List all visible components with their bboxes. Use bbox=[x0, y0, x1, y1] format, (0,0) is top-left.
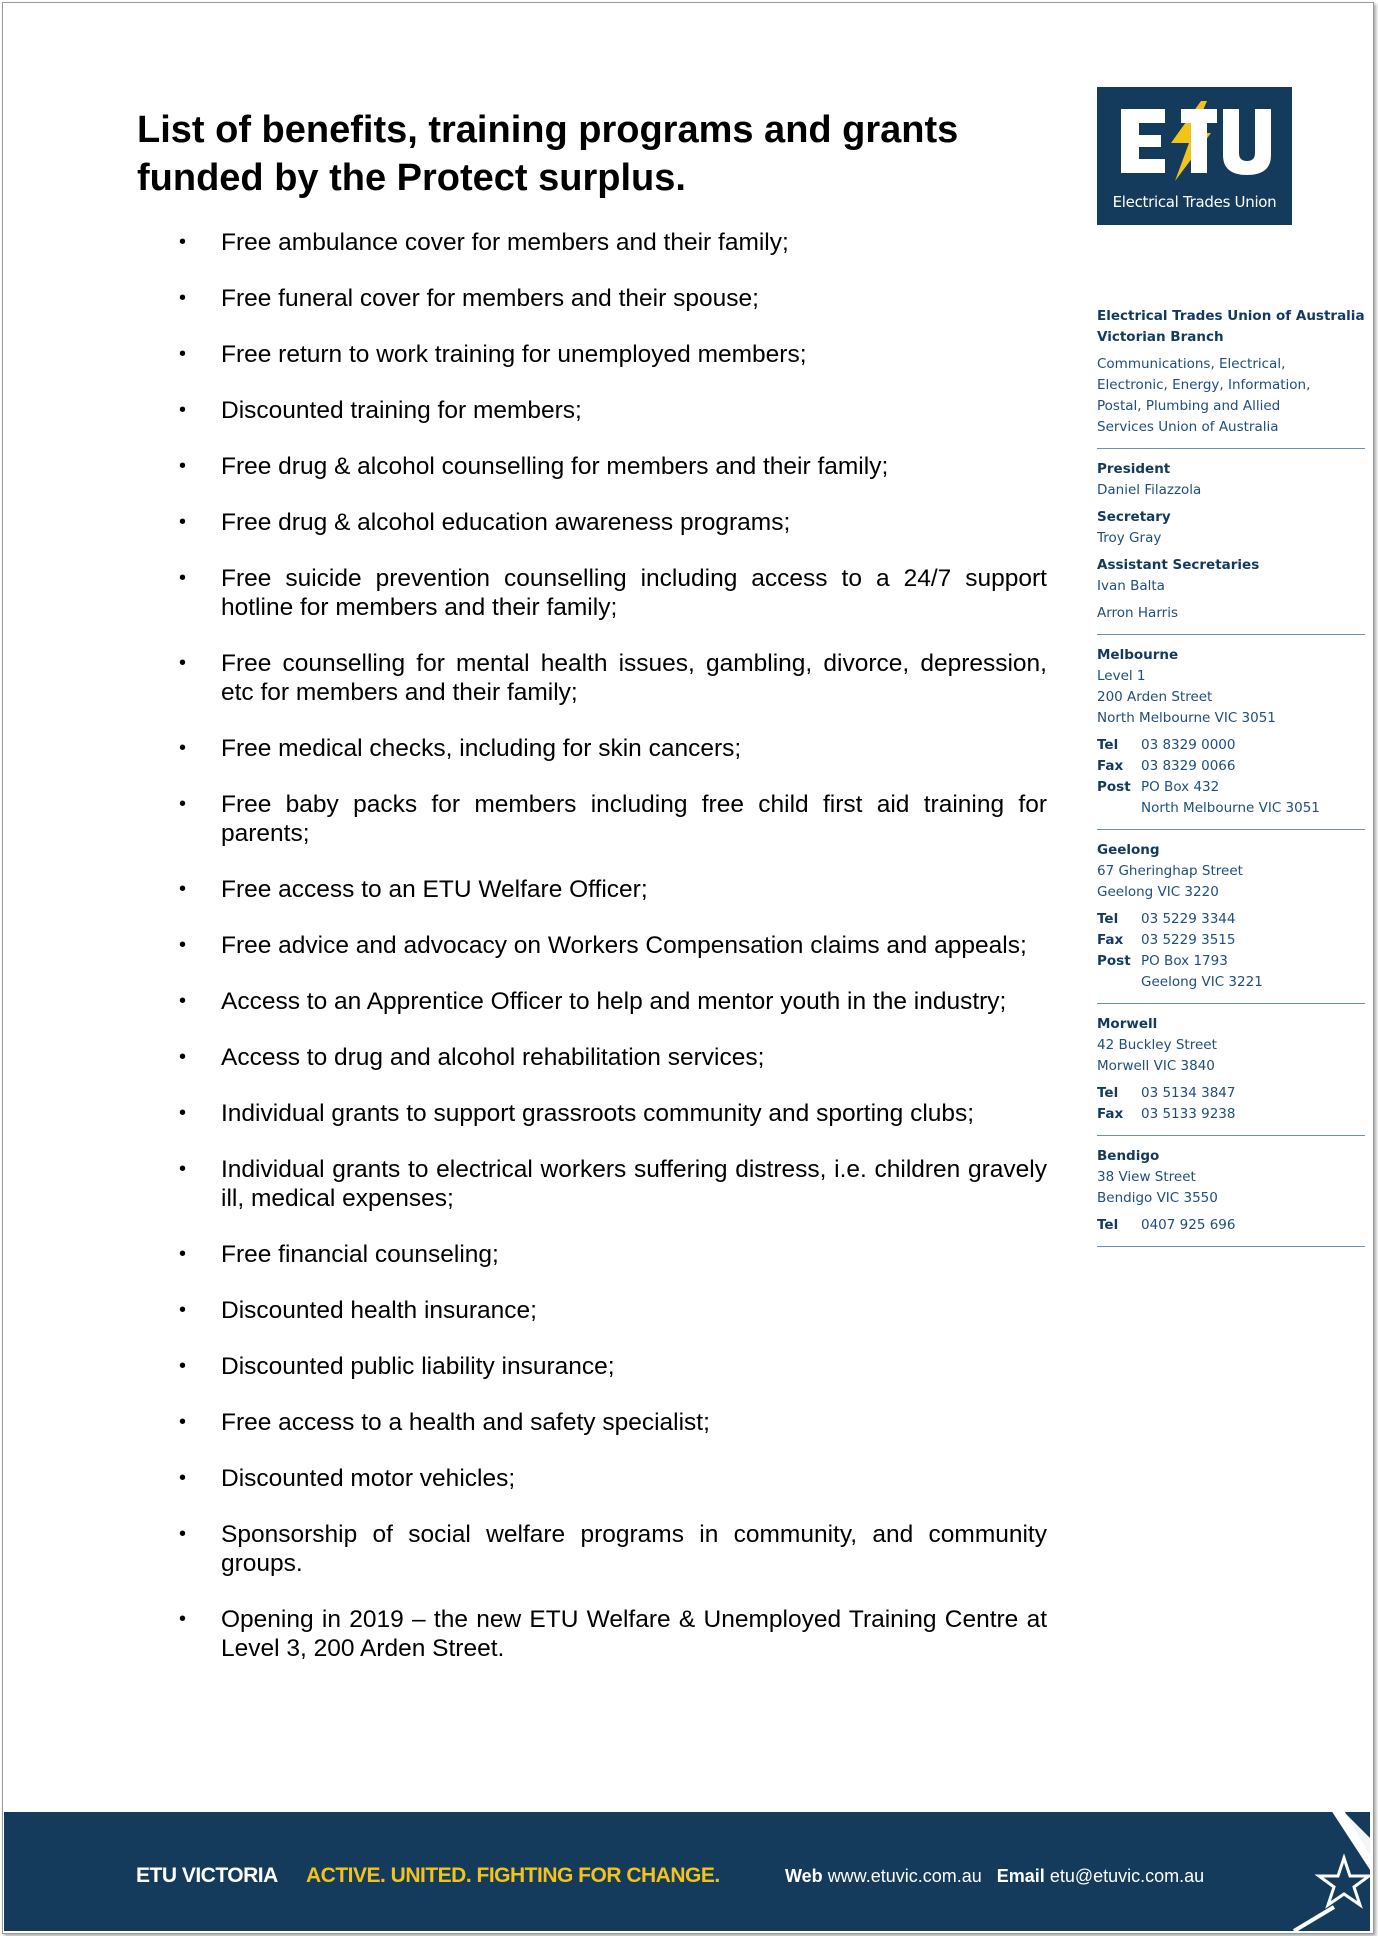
benefit-text: Free financial counseling; bbox=[221, 1241, 499, 1268]
benefit-item bbox=[137, 987, 1047, 1016]
tel-row bbox=[1097, 735, 1365, 756]
benefit-text: Free funeral cover for members and their spouse; bbox=[221, 285, 759, 312]
secretary-label: Secretary bbox=[1097, 509, 1171, 525]
bullet-icon: • bbox=[179, 511, 187, 533]
fax-number: 03 5133 9238 bbox=[1141, 1106, 1236, 1122]
post-label: Post bbox=[1097, 953, 1131, 969]
email-link[interactable]: etu@etuvic.com.au bbox=[1049, 1866, 1205, 1886]
etu-logo bbox=[1097, 87, 1292, 225]
bullet-icon: • bbox=[179, 1102, 187, 1124]
benefit-text: Individual grants to electrical workers suffering distress, i.e. children gravely ill, medical expenses; bbox=[221, 1156, 1047, 1212]
org-branch: Victorian Branch bbox=[1097, 329, 1224, 345]
office-address-line: North Melbourne VIC 3051 bbox=[1097, 710, 1276, 726]
post-label: Post bbox=[1097, 779, 1131, 795]
bullet-icon: • bbox=[179, 567, 187, 589]
benefit-item bbox=[137, 1520, 1047, 1578]
benefit-text: Opening in 2019 – the new ETU Welfare & Unemployed Training Centre at Level 3, 200 Arden Street. bbox=[221, 1606, 1047, 1662]
benefit-item bbox=[137, 228, 1047, 257]
tel-number: 03 5229 3344 bbox=[1141, 911, 1236, 927]
morwell-office bbox=[1097, 1014, 1365, 1136]
fax-label: Fax bbox=[1097, 758, 1124, 774]
benefit-item bbox=[137, 452, 1047, 481]
fax-row bbox=[1097, 756, 1365, 777]
benefit-item bbox=[137, 340, 1047, 369]
benefit-text: Free access to an ETU Welfare Officer; bbox=[221, 876, 648, 903]
page-title: List of benefits, training programs and grants funded by the Protect surplus. bbox=[137, 109, 959, 199]
melbourne-office bbox=[1097, 645, 1365, 830]
fax-label: Fax bbox=[1097, 1106, 1124, 1122]
benefit-item bbox=[137, 1352, 1047, 1381]
benefit-text: Free access to a health and safety specialist; bbox=[221, 1409, 710, 1436]
tel-number: 03 8329 0000 bbox=[1141, 737, 1236, 753]
tel-label: Tel bbox=[1097, 911, 1119, 927]
bullet-icon: • bbox=[179, 934, 187, 956]
benefit-text: Discounted training for members; bbox=[221, 397, 582, 424]
bullet-icon: • bbox=[179, 399, 187, 421]
bullet-icon: • bbox=[179, 1046, 187, 1068]
bullet-icon: • bbox=[179, 1355, 187, 1377]
benefit-item bbox=[137, 1099, 1047, 1128]
benefit-item bbox=[137, 790, 1047, 848]
benefit-text: Sponsorship of social welfare programs in community, and community groups. bbox=[221, 1521, 1047, 1577]
logo-org-name: Electrical Trades Union bbox=[1112, 193, 1277, 211]
bullet-icon: • bbox=[179, 343, 187, 365]
footer-contact bbox=[785, 1866, 1204, 1887]
fax-number: 03 8329 0066 bbox=[1141, 758, 1236, 774]
benefit-text: Individual grants to support grassroots community and sporting clubs; bbox=[221, 1100, 975, 1127]
web-link[interactable]: www.etuvic.com.au bbox=[827, 1866, 982, 1886]
email-label: Email bbox=[996, 1866, 1045, 1886]
footer-banner bbox=[4, 1812, 1370, 1931]
office-address-line: Level 1 bbox=[1097, 668, 1146, 684]
fax-label: Fax bbox=[1097, 932, 1124, 948]
eureka-star-icon bbox=[1274, 1812, 1370, 1931]
post-suburb: North Melbourne VIC 3051 bbox=[1141, 800, 1320, 816]
bullet-icon: • bbox=[179, 1158, 187, 1180]
office-address-line: 67 Gheringhap Street bbox=[1097, 863, 1243, 879]
fax-number: 03 5229 3515 bbox=[1141, 932, 1236, 948]
benefits-list bbox=[137, 228, 1047, 1690]
tel-row bbox=[1097, 1083, 1365, 1104]
bullet-icon: • bbox=[179, 793, 187, 815]
bullet-icon: • bbox=[179, 737, 187, 759]
benefit-item bbox=[137, 1464, 1047, 1493]
benefit-text: Access to an Apprentice Officer to help and mentor youth in the industry; bbox=[221, 988, 1007, 1015]
benefit-item bbox=[137, 931, 1047, 960]
benefit-text: Free counselling for mental health issues, gambling, divorce, depression, etc for members and their family; bbox=[221, 650, 1047, 706]
bullet-icon: • bbox=[179, 1411, 187, 1433]
tel-row bbox=[1097, 1215, 1365, 1236]
office-name: Bendigo bbox=[1097, 1148, 1160, 1164]
benefit-text: Free drug & alcohol education awareness programs; bbox=[221, 509, 791, 536]
assistant-secretary-name: Ivan Balta bbox=[1097, 578, 1165, 594]
org-name: Electrical Trades Union of Australia bbox=[1097, 308, 1365, 324]
office-address-line: 200 Arden Street bbox=[1097, 689, 1213, 705]
officials-section bbox=[1097, 459, 1365, 635]
org-description bbox=[1097, 354, 1365, 438]
tel-label: Tel bbox=[1097, 1085, 1119, 1101]
benefit-item bbox=[137, 508, 1047, 537]
org-desc-line: Postal, Plumbing and Allied bbox=[1097, 398, 1281, 414]
post-row bbox=[1097, 777, 1365, 798]
bullet-icon: • bbox=[179, 1299, 187, 1321]
office-name: Morwell bbox=[1097, 1016, 1158, 1032]
benefit-item bbox=[137, 396, 1047, 425]
bullet-icon: • bbox=[179, 652, 187, 674]
office-address-line: 42 Buckley Street bbox=[1097, 1037, 1217, 1053]
org-desc-line: Services Union of Australia bbox=[1097, 419, 1279, 435]
office-address-line: Morwell VIC 3840 bbox=[1097, 1058, 1215, 1074]
benefit-item bbox=[137, 1605, 1047, 1663]
bullet-icon: • bbox=[179, 455, 187, 477]
post-row bbox=[1097, 951, 1365, 972]
benefit-item bbox=[137, 1043, 1047, 1072]
bullet-icon: • bbox=[179, 1243, 187, 1265]
office-name: Geelong bbox=[1097, 842, 1160, 858]
post-box: PO Box 1793 bbox=[1141, 953, 1228, 969]
benefit-text: Free baby packs for members including free child first aid training for parents; bbox=[221, 791, 1047, 847]
bullet-icon: • bbox=[179, 1608, 187, 1630]
benefit-text: Free medical checks, including for skin cancers; bbox=[221, 735, 742, 762]
benefit-text: Discounted public liability insurance; bbox=[221, 1353, 615, 1380]
etu-logo-mark bbox=[1115, 101, 1274, 181]
benefit-item bbox=[137, 875, 1047, 904]
org-section bbox=[1097, 306, 1365, 449]
fax-row bbox=[1097, 930, 1365, 951]
benefit-item bbox=[137, 1155, 1047, 1213]
org-desc-line: Electronic, Energy, Information, bbox=[1097, 377, 1311, 393]
post-suburb: Geelong VIC 3221 bbox=[1141, 974, 1263, 990]
benefit-item bbox=[137, 1408, 1047, 1437]
geelong-office bbox=[1097, 840, 1365, 1004]
benefit-item bbox=[137, 649, 1047, 707]
benefit-text: Access to drug and alcohol rehabilitation services; bbox=[221, 1044, 765, 1071]
office-name: Melbourne bbox=[1097, 647, 1179, 663]
benefit-item bbox=[137, 1240, 1047, 1269]
benefit-item bbox=[137, 1296, 1047, 1325]
bullet-icon: • bbox=[179, 990, 187, 1012]
benefit-item bbox=[137, 734, 1047, 763]
benefit-text: Discounted motor vehicles; bbox=[221, 1465, 516, 1492]
office-address-line: Bendigo VIC 3550 bbox=[1097, 1190, 1218, 1206]
tel-number: 0407 925 696 bbox=[1141, 1217, 1236, 1233]
tel-row bbox=[1097, 909, 1365, 930]
bullet-icon: • bbox=[179, 1467, 187, 1489]
benefit-text: Discounted health insurance; bbox=[221, 1297, 537, 1324]
benefit-item bbox=[137, 284, 1047, 313]
president-label: President bbox=[1097, 461, 1171, 477]
tel-label: Tel bbox=[1097, 737, 1119, 753]
assistant-secretary-name: Arron Harris bbox=[1097, 605, 1178, 621]
benefit-text: Free return to work training for unemployed members; bbox=[221, 341, 807, 368]
bullet-icon: • bbox=[179, 878, 187, 900]
tel-number: 03 5134 3847 bbox=[1141, 1085, 1236, 1101]
benefit-text: Free drug & alcohol counselling for members and their family; bbox=[221, 453, 889, 480]
sidebar-contact bbox=[1097, 306, 1365, 1257]
web-label: Web bbox=[785, 1866, 823, 1886]
secretary-name: Troy Gray bbox=[1097, 530, 1162, 546]
bullet-icon: • bbox=[179, 287, 187, 309]
bullet-icon: • bbox=[179, 1523, 187, 1545]
post-box: PO Box 432 bbox=[1141, 779, 1220, 795]
benefit-text: Free suicide prevention counselling including access to a 24/7 support hotline for members and their family; bbox=[221, 565, 1047, 621]
benefit-text: Free advice and advocacy on Workers Compensation claims and appeals; bbox=[221, 932, 1027, 959]
benefit-text: Free ambulance cover for members and their family; bbox=[221, 229, 789, 256]
president-name: Daniel Filazzola bbox=[1097, 482, 1202, 498]
footer-org: ETU VICTORIA bbox=[136, 1864, 278, 1887]
bendigo-office bbox=[1097, 1146, 1365, 1247]
org-desc-line: Communications, Electrical, bbox=[1097, 356, 1286, 372]
fax-row bbox=[1097, 1104, 1365, 1125]
footer-slogan: ACTIVE. UNITED. FIGHTING FOR CHANGE. bbox=[306, 1864, 720, 1887]
bullet-icon: • bbox=[179, 231, 187, 253]
office-address-line: 38 View Street bbox=[1097, 1169, 1196, 1185]
office-address-line: Geelong VIC 3220 bbox=[1097, 884, 1219, 900]
assistant-secretaries-label: Assistant Secretaries bbox=[1097, 557, 1260, 573]
tel-label: Tel bbox=[1097, 1217, 1119, 1233]
benefit-item bbox=[137, 564, 1047, 622]
